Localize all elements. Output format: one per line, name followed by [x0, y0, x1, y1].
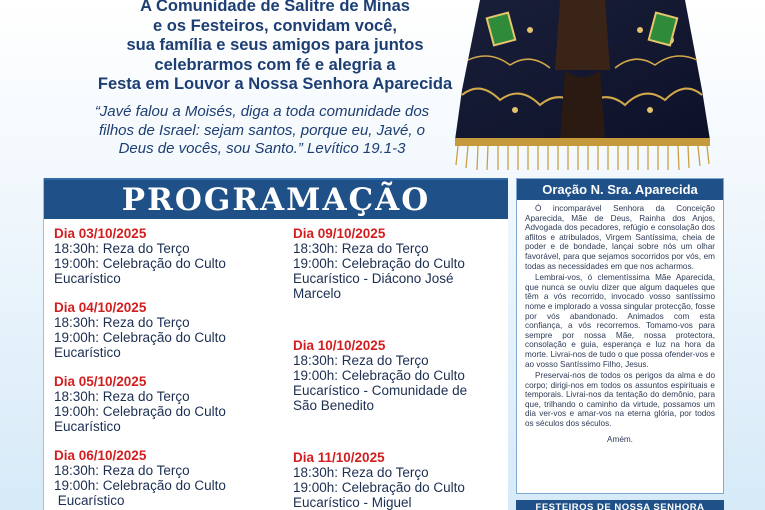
- schedule-line: Eucarístico: [54, 345, 121, 360]
- festeiros-header: FESTEIROS DE NOSSA SENHORA: [516, 500, 724, 510]
- schedule-column-right: [293, 226, 508, 510]
- schedule-day: [293, 450, 508, 510]
- schedule-line: 19:00h: Celebração do Culto: [54, 404, 226, 419]
- programacao-header: [44, 178, 508, 219]
- schedule-day: [54, 374, 269, 434]
- schedule-day: [54, 448, 269, 508]
- schedule-line: 18:30h: Reza do Terço: [293, 465, 429, 480]
- quote-line: “Javé falou a Moisés, diga a toda comunidade dos: [94, 103, 430, 120]
- schedule-line: Eucarístico: [54, 493, 125, 508]
- our-lady-aparecida-image: [440, 0, 725, 172]
- prayer-panel: [516, 178, 724, 494]
- prayer-title: Oração N. Sra. Aparecida: [517, 179, 723, 200]
- schedule-date: Dia 09/10/2025: [293, 226, 386, 241]
- schedule-column-left: [54, 226, 269, 508]
- schedule-line: 19:00h: Celebração do Culto: [54, 256, 226, 271]
- prayer-paragraph: Lembrai-vos, ó clementíssima Mãe Aparecida, que nunca se ouviu dizer que algum daqueles que têm a vós recorrido, invocado vosso santíssimo nome e implorado a vossa singular protecção, fosse por vós abandonado. Animados com esta confiança, a vós recorremos. Tomamo-vos para sempre por nossa Mãe, nossa protectora, consolação e guia, esperança e luz na hora da morte. Livrai-nos de tudo o que possa ofender-vos e ao vosso Santíssimo Filho, Jesus.: [525, 273, 715, 369]
- schedule-date: Dia 03/10/2025: [54, 226, 147, 241]
- invite-line: celebrarmos com fé e alegria a: [154, 55, 396, 74]
- schedule-line: 18:30h: Reza do Terço: [293, 353, 429, 368]
- schedule-line: 18:30h: Reza do Terço: [54, 389, 190, 404]
- schedule-day: [54, 300, 269, 360]
- schedule-line: Eucarístico - Diácono José: [293, 271, 454, 286]
- quote-line: Deus de vocês, sou Santo.” Levítico 19.1-3: [118, 140, 406, 157]
- schedule-date: Dia 05/10/2025: [54, 374, 147, 389]
- schedule-line: 19:00h: Celebração do Culto: [54, 478, 226, 493]
- schedule-day: [54, 226, 269, 286]
- schedule-line: Marcelo: [293, 286, 342, 301]
- prayer-paragraph: Ó incomparável Senhora da Conceição Aparecida, Mãe de Deus, Rainha dos Anjos, Advogada dos pecadores, refúgio e consolação dos aflitos e atribulados, Virgem Santíssima, cheia de poder e de bondade, lançai sobre nós um olhar favorável, para que sejamos socorridos por vós, em todas as necessidades em que nos acharmos.: [525, 204, 715, 271]
- schedule-line: 19:00h: Celebração do Culto: [293, 480, 465, 495]
- schedule-line: Eucarístico: [54, 271, 121, 286]
- schedule-line: Eucarístico - Comunidade de: [293, 383, 468, 398]
- schedule-line: 18:30h: Reza do Terço: [293, 241, 429, 256]
- prayer-body: [517, 200, 723, 444]
- schedule-line: 18:30h: Reza do Terço: [54, 315, 190, 330]
- schedule-line: 19:00h: Celebração do Culto: [293, 256, 465, 271]
- schedule-day: [293, 338, 508, 413]
- prayer-amen: Amém.: [607, 434, 633, 444]
- programacao-title: PROGRAMAÇÃO: [121, 181, 431, 218]
- schedule-line: São Benedito: [293, 398, 375, 413]
- schedule-date: Dia 11/10/2025: [293, 450, 385, 465]
- invite-line: sua família e seus amigos para juntos: [126, 36, 424, 54]
- quote-line: filhos de Israel: sejam santos, porque eu, Javé, o: [98, 121, 425, 139]
- schedule-line: 19:00h: Celebração do Culto: [54, 330, 226, 345]
- schedule-date: Dia 06/10/2025: [54, 448, 147, 463]
- schedule-date: Dia 10/10/2025: [293, 338, 386, 353]
- schedule-line: 19:00h: Celebração do Culto: [293, 368, 465, 383]
- schedule-line: 18:30h: Reza do Terço: [54, 241, 190, 256]
- invite-line: Festa em Louvor a Nossa Senhora Aparecida: [97, 75, 453, 93]
- schedule-line: Eucarístico - Miguel: [293, 495, 412, 510]
- schedule-line: 18:30h: Reza do Terço: [54, 463, 190, 478]
- prayer-paragraph: Preservai-nos de todos os perigos da alma e do corpo; dirigi-nos em todos os assuntos espirituais e temporais. Livrai-nos da tentação do demônio, para que, trilhando o caminho da virtude, possamos um dia ver-vos e amar-vos na eterna glória, por todos os séculos dos séculos.: [525, 371, 715, 429]
- schedule-date: Dia 04/10/2025: [54, 300, 147, 315]
- bible-quote: [52, 103, 472, 159]
- invite-line: A Comunidade de Salitre de Minas: [140, 0, 410, 15]
- invite-line: e os Festeiros, convidam você,: [153, 16, 397, 35]
- programacao-panel: [43, 178, 508, 510]
- schedule-day: [293, 226, 508, 301]
- schedule-line: Eucarístico: [54, 419, 121, 434]
